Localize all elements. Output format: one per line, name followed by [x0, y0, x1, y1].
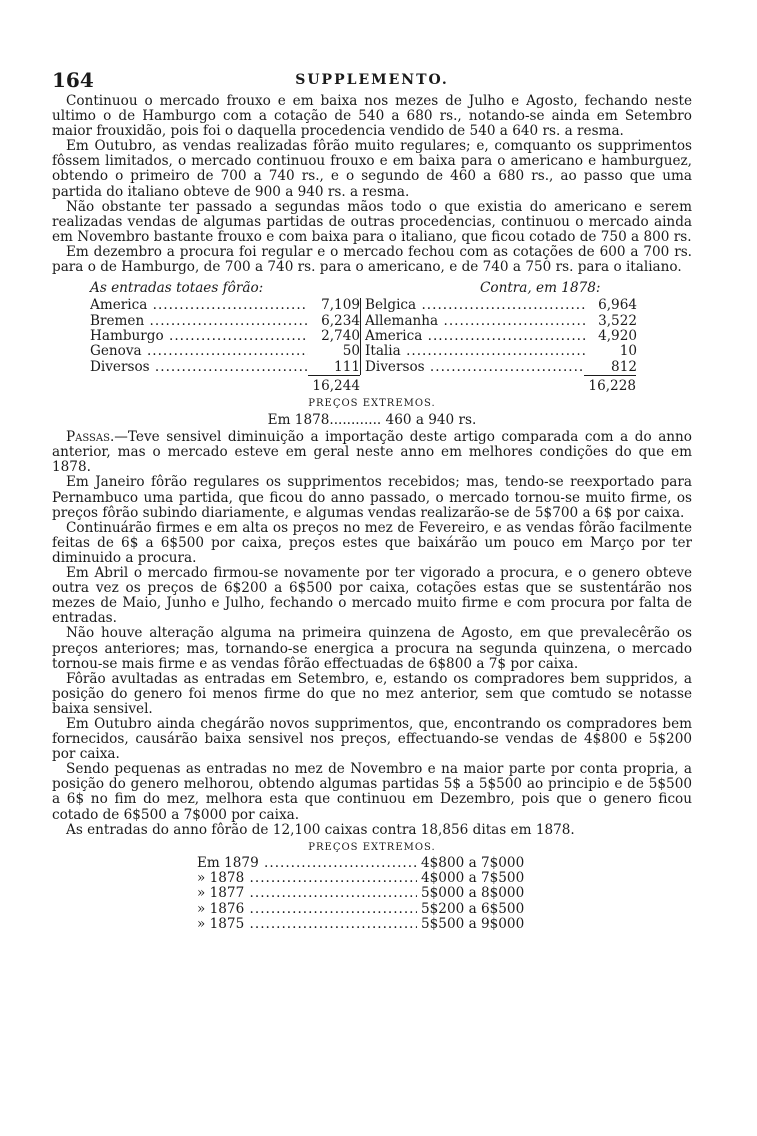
paragraph-text: —Teve sensivel diminuição a importação deste artigo comparada com a do anno anterior, mas o mercado esteve em geral neste anno em melhores condições do que em 1878. [52, 429, 692, 476]
table-row: Hamburgo ..... 2,740 [90, 329, 360, 344]
paragraph: Em Abril o mercado firmou-se novamente por ter vigorado a procura, e o genero obteve outra vez os preços de 6$200 a 6$500 por caixa, cotações estas que se sustentárão nos mezes de Maio, Junho e Julho, fechando o mercado muito firme e com procura por falta de entradas. [52, 565, 692, 627]
paragraph: As entradas do anno fôrão de 12,100 caixas contra 18,856 ditas em 1878. [66, 821, 575, 838]
entries-right-column [360, 298, 637, 374]
paragraph: Fôrão avultadas as entradas em Setembro, e, estando os compradores bem suppridos, a posição do genero foi menos firme do que no mez anterior, sem que comtudo se notasse baixa sensivel. [52, 670, 692, 717]
table-row: America ..... 7,109 [90, 298, 360, 313]
entries-left-column [90, 298, 360, 374]
entries-left-total: 16,244 [308, 375, 360, 394]
paragraph: Em Outubro ainda chegárão novos supprimentos, que, encontrando os compradores bem fornecidos, causárão baixa sensivel nos preços, effectuando-se vendas de 4$800 e 5$200 por caixa. [52, 715, 692, 763]
entries-right-heading: Contra, em 1878: [480, 280, 601, 297]
page [52, 68, 692, 932]
page-number: 164 [52, 68, 94, 92]
table-row: Em 1879 ..... 4$800 a 7$000 [197, 856, 692, 871]
table-row: » 1876 ..... 5$200 a 6$500 [197, 902, 692, 917]
paragraph: Em dezembro a procura foi regular e o mercado fechou com as cotações de 600 a 700 rs. para o de Hamburgo, de 700 a 740 rs. para o americano, e de 740 a 750 rs. para o italiano. [52, 243, 692, 276]
table-row: Italia ..... 10 [365, 344, 637, 359]
page-header [52, 68, 692, 94]
section-label: Passas. [66, 429, 115, 446]
paragraph: Continuárão firmes e em alta os preços no mez de Fevereiro, e as vendas fôrão facilmente feitas de 6$ a 6$500 por caixa, preços estes que baixárão um pouco em Março por ter diminuido a procura. [52, 519, 692, 566]
entries-right-total: 16,228 [584, 375, 636, 394]
prices-heading: PREÇOS EXTREMOS. [308, 841, 436, 853]
entries-table [90, 281, 650, 394]
table-row: Genova ..... 50 [90, 344, 360, 359]
table-row: Bremen ..... 6,234 [90, 314, 360, 329]
table-row: Diversos ..... 812 [365, 360, 637, 375]
entries-left-heading: As entradas totaes fôrão: [90, 280, 264, 297]
prices-table [197, 856, 692, 932]
table-row: » 1877 ..... 5$000 a 8$000 [197, 886, 692, 901]
paragraph: Não houve alteração alguma na primeira quinzena de Agosto, em que prevalecêrão os preços anteriores; mas, tornando-se energica a procura na segunda quinzena, o mercado tornou-se mais firme e as vendas fôrão effectuadas de 6$800 a 7$ por caixa. [52, 625, 692, 672]
prices-heading: PREÇOS EXTREMOS. [308, 398, 436, 410]
paragraph-passas [52, 430, 692, 475]
table-row: Allemanha ..... 3,522 [365, 314, 637, 329]
table-row: » 1875 ..... 5$500 a 9$000 [197, 917, 692, 932]
table-row: Belgica ..... 6,964 [365, 298, 637, 313]
page-title: SUPPLEMENTO. [295, 72, 449, 88]
prices-line: Em 1878............ 460 a 940 rs. [267, 412, 477, 429]
table-row: Diversos ..... 111 [90, 360, 360, 375]
paragraph: Em Outubro, as vendas realizadas fôrão muito regulares; e, comquanto os supprimentos fôssem limitados, o mercado continuou frouxo e em baixa para o americano e hamburguez, obtendo o primeiro de 700 a 740 rs., e o segundo de 460 a 680 rs., ao passo que uma partida do italiano obteve de 900 a 940 rs. a resma. [52, 138, 692, 200]
paragraph: Sendo pequenas as entradas no mez de Novembro e na maior parte por conta propria, a posição do genero melhorou, obtendo algumas partidas 5$ a 5$500 ao principio e de 5$500 a 6$ no fim do mez, melhora esta que continuou em Dezembro, pois que o genero ficou cotado de 6$500 a 7$000 por caixa. [52, 761, 692, 823]
paragraph: Em Janeiro fôrão regulares os supprimentos recebidos; mas, tendo-se reexportado para Pernambuco uma partida, que ficou do anno passado, o mercado tornou-se muito firme, os preços fôrão subindo diariamente, e algumas vendas realizarão-se de 5$700 a 6$ por caixa. [52, 474, 692, 521]
paragraph: Continuou o mercado frouxo e em baixa nos mezes de Julho e Agosto, fechando neste ultimo o de Hamburgo com a cotação de 540 a 680 rs., notando-se ainda em Setembro maior frouxidão, pois foi o daquella procedencia vendido de 540 a 640 rs. a resma. [52, 93, 692, 140]
table-row: America ..... 4,920 [365, 329, 637, 344]
table-row: » 1878 ..... 4$000 a 7$500 [197, 871, 692, 886]
paragraph: Não obstante ter passado a segundas mãos todo o que existia do americano e serem realizadas vendas de algumas partidas de outras procedencias, continuou o mercado ainda em Novembro bastante frouxo e com baixa para o italiano, que ficou cotado de 750 a 800 rs. [52, 198, 692, 245]
